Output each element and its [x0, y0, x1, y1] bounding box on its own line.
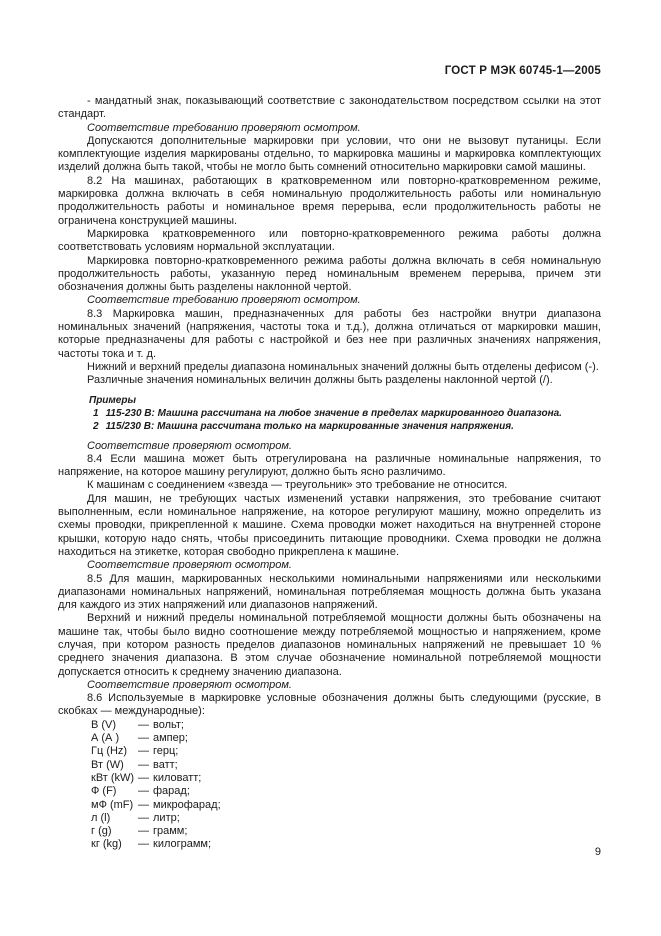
symbol-abbrev: Вт (W)	[91, 758, 124, 771]
symbol-row	[91, 732, 601, 745]
paragraph-intermittent-marking: Маркировка повторно-кратковременного режима работы должна включать в себя номинальную продолжительность работы, указанную перед номинальным временем перерыва, причем эти обозначения должны быть разделены наклонной чертой.	[58, 254, 601, 294]
symbol-row	[91, 825, 601, 838]
paragraph-different-values: Различные значения номинальных величин должны быть разделены наклонной чертой (/).	[87, 374, 553, 387]
compliance-note: Соответствие проверяют осмотром.	[87, 559, 292, 572]
dash: —	[138, 732, 149, 745]
example-text: 115-230 В: Машина рассчитана на любое значение в пределах маркированного диапазона.	[105, 407, 562, 419]
symbol-definition: литр;	[153, 811, 180, 824]
paragraph-wiring-diagram: Для машин, не требующих частых изменений уставки напряжения, это требование считают выполненным, если номинальное напряжение, на которое регулируют машину, можно определить из схемы проводки, прикрепленной к машине. Схема проводки может находиться на внутренней стороне крышки, которую надо снять, чтобы присоединить питающие проводники. Схема проводки не должна находиться на этикетке, которая свободно прикреплена к машине.	[58, 492, 601, 558]
symbol-abbrev: кг (kg)	[91, 838, 122, 851]
symbol-abbrev: кВт (kW)	[91, 771, 135, 784]
paragraph-range-limits: Нижний и верхний пределы диапазона номинальных значений должны быть отделены дефисом (-).	[87, 360, 599, 373]
compliance-note: Соответствие требованию проверяют осмотром.	[87, 294, 361, 307]
symbol-row	[91, 785, 601, 798]
symbol-abbrev: л (l)	[91, 811, 111, 824]
compliance-note: Соответствие проверяют осмотром.	[87, 678, 292, 691]
examples-block	[58, 394, 601, 433]
document-header-standard-code: ГОСТ Р МЭК 60745-1—2005	[444, 65, 601, 77]
symbol-row	[91, 745, 601, 758]
paragraph-short-time-marking: Маркировка кратковременного или повторно-кратковременного режима работы должна соответствовать условиям нормальной эксплуатации.	[58, 227, 601, 254]
dash: —	[138, 745, 149, 758]
examples-title: Примеры	[89, 394, 137, 406]
paragraph-mandatory-sign: - мандатный знак, показывающий соответствие с законодательством посредством ссылки на этот стандарт.	[58, 95, 601, 121]
symbol-definition: ватт;	[153, 758, 178, 771]
paragraph-section-8-3: 8.3 Маркировка машин, предназначенных для работы без настройки внутри диапазона номинальных значений (напряжения, частоты тока и т.д.), должна отличаться от маркировки машин, которые предназначены для работы с настройкой и без нее при различных значениях напряжения, частоты тока и т. д.	[58, 307, 601, 360]
example-item	[58, 407, 601, 420]
symbol-definition: герц;	[153, 745, 179, 758]
example-number: 1	[93, 407, 99, 419]
example-number: 2	[93, 420, 99, 432]
symbol-definition: грамм;	[153, 825, 188, 838]
symbol-definition: килограмм;	[153, 838, 212, 851]
symbol-abbrev: Ф (F)	[91, 785, 117, 798]
symbol-row	[91, 759, 601, 772]
paragraph-additional-markings: Допускаются дополнительные маркировки при условии, что они не вызовут путаницы. Если комплектующие изделия маркированы отдельно, то маркировка машины и маркировка комплектующих изделий должна быть такой, чтобы не могло быть сомнений относительно маркировки самой машины.	[58, 134, 601, 174]
symbol-definition: киловатт;	[153, 771, 202, 784]
symbol-definition: микрофарад;	[153, 798, 221, 811]
symbol-definition: вольт;	[153, 718, 184, 731]
symbol-definition: ампер;	[153, 732, 188, 745]
paragraph-section-8-5: 8.5 Для машин, маркированных несколькими номинальными напряжениями или несколькими диапазонами номинальных напряжений, номинальная потребляемая мощность должна быть указана для каждого из этих напряжений или диапазонов напряжений.	[58, 572, 601, 612]
dash: —	[138, 811, 149, 824]
paragraph-star-delta: К машинам с соединением «звезда — треугольник» это требование не относится.	[87, 479, 508, 492]
dash: —	[138, 785, 149, 798]
paragraph-section-8-2: 8.2 На машинах, работающих в кратковременном или повторно-кратковременном режиме, маркировка должна включать в себя номинальную продолжительность работы или номинальную продолжительность работы и номинальное время перерыва, если продолжительность работы не ограничена конструкцией машины.	[58, 174, 601, 227]
symbol-abbrev: В (V)	[91, 718, 117, 731]
dash: —	[138, 758, 149, 771]
symbol-abbrev: мФ (mF)	[91, 798, 134, 811]
paragraph-power-limits: Верхний и нижний пределы номинальной потребляемой мощности должны быть обозначены на машине так, чтобы было видно соотношение между потребляемой мощностью и напряжением, кроме случая, при котором разность пределов диапазонов номинальных напряжений не превышает 10 % среднего значения диапазона. В этом случае обозначение номинальной потребляемой мощности допускается относить к среднему значению диапазона.	[58, 612, 601, 678]
paragraph-section-8-4: 8.4 Если машина может быть отрегулирована на различные номинальные напряжения, то напряжение, на которое машину регулируют, должно быть ясно различимо.	[58, 452, 601, 479]
example-text: 115/230 В: Машина рассчитана только на маркированные значения напряжения.	[105, 420, 514, 432]
dash: —	[138, 838, 149, 851]
symbol-row	[91, 719, 601, 732]
symbols-list	[91, 719, 601, 852]
dash: —	[138, 771, 149, 784]
symbol-abbrev: Гц (Hz)	[91, 745, 128, 758]
paragraph-section-8-6: 8.6 Используемые в маркировке условные обозначения должны быть следующими (русские, в скобках — международные):	[58, 692, 601, 718]
page-number: 9	[594, 846, 601, 858]
dash: —	[138, 825, 149, 838]
symbol-row	[91, 772, 601, 785]
example-item	[58, 420, 601, 433]
symbol-abbrev: г (g)	[91, 825, 112, 838]
symbol-row	[91, 812, 601, 825]
compliance-note: Соответствие проверяют осмотром.	[87, 439, 292, 452]
compliance-note: Соответствие требованию проверяют осмотром.	[87, 121, 361, 134]
symbol-abbrev: А (А )	[91, 732, 120, 745]
dash: —	[138, 798, 149, 811]
dash: —	[138, 718, 149, 731]
symbol-definition: фарад;	[153, 785, 190, 798]
document-body	[58, 95, 601, 852]
symbol-row	[91, 799, 601, 812]
